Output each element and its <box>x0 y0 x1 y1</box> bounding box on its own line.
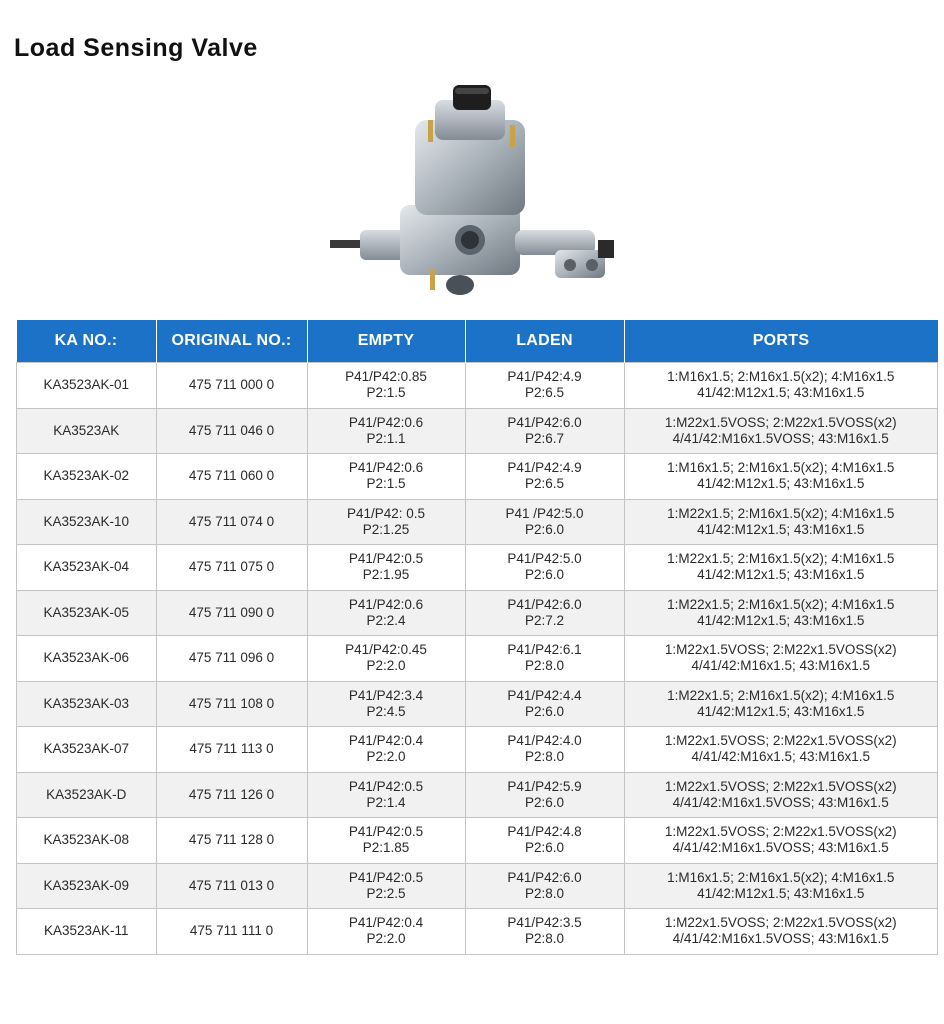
cell-empty: P41/P42:0.6 P2:2.4 <box>307 590 465 636</box>
product-spec-table <box>16 320 938 955</box>
cell-original-no: 475 711 060 0 <box>156 454 307 500</box>
cell-ka-no: KA3523AK-D <box>17 772 157 818</box>
table-row <box>17 454 938 500</box>
cell-ports: 1:M16x1.5; 2:M16x1.5(x2); 4:M16x1.5 41/42:M12x1.5; 43:M16x1.5 <box>624 363 938 409</box>
cell-laden: P41/P42:6.0 P2:6.7 <box>465 408 624 454</box>
table-row <box>17 545 938 591</box>
cell-ports: 1:M16x1.5; 2:M16x1.5(x2); 4:M16x1.5 41/42:M12x1.5; 43:M16x1.5 <box>624 863 938 909</box>
cell-ports: 1:M22x1.5; 2:M16x1.5(x2); 4:M16x1.5 41/42:M12x1.5; 43:M16x1.5 <box>624 681 938 727</box>
cell-original-no: 475 711 000 0 <box>156 363 307 409</box>
cell-original-no: 475 711 074 0 <box>156 499 307 545</box>
cell-ka-no: KA3523AK-07 <box>17 727 157 773</box>
cell-original-no: 475 711 090 0 <box>156 590 307 636</box>
cell-ports: 1:M22x1.5; 2:M16x1.5(x2); 4:M16x1.5 41/42:M12x1.5; 43:M16x1.5 <box>624 545 938 591</box>
cell-empty: P41/P42:0.4 P2:2.0 <box>307 727 465 773</box>
cell-original-no: 475 711 111 0 <box>156 909 307 955</box>
cell-ports: 1:M22x1.5VOSS; 2:M22x1.5VOSS(x2) 4/41/42:M16x1.5VOSS; 43:M16x1.5 <box>624 772 938 818</box>
cell-ports: 1:M16x1.5; 2:M16x1.5(x2); 4:M16x1.5 41/42:M12x1.5; 43:M16x1.5 <box>624 454 938 500</box>
cell-ports: 1:M22x1.5VOSS; 2:M22x1.5VOSS(x2) 4/41/42:M16x1.5; 43:M16x1.5 <box>624 727 938 773</box>
table-row <box>17 590 938 636</box>
cell-ka-no: KA3523AK-06 <box>17 636 157 682</box>
cell-empty: P41/P42:0.5 P2:1.85 <box>307 818 465 864</box>
cell-laden: P41/P42:5.0 P2:6.0 <box>465 545 624 591</box>
cell-ports: 1:M22x1.5VOSS; 2:M22x1.5VOSS(x2) 4/41/42:M16x1.5VOSS; 43:M16x1.5 <box>624 818 938 864</box>
cell-ka-no: KA3523AK-02 <box>17 454 157 500</box>
cell-empty: P41/P42:0.5 P2:1.95 <box>307 545 465 591</box>
cell-original-no: 475 711 046 0 <box>156 408 307 454</box>
cell-empty: P41/P42:0.6 P2:1.1 <box>307 408 465 454</box>
cell-laden: P41/P42:4.4 P2:6.0 <box>465 681 624 727</box>
cell-original-no: 475 711 113 0 <box>156 727 307 773</box>
header-ka-no: KA NO.: <box>17 320 157 363</box>
cell-laden: P41/P42:6.0 P2:7.2 <box>465 590 624 636</box>
cell-original-no: 475 711 096 0 <box>156 636 307 682</box>
table-row <box>17 772 938 818</box>
page-title: Load Sensing Valve <box>14 34 258 62</box>
cell-ka-no: KA3523AK-03 <box>17 681 157 727</box>
valve-product-image <box>320 80 630 310</box>
cell-laden: P41/P42:4.8 P2:6.0 <box>465 818 624 864</box>
cell-laden: P41/P42:4.0 P2:8.0 <box>465 727 624 773</box>
table-row <box>17 863 938 909</box>
cell-ka-no: KA3523AK-01 <box>17 363 157 409</box>
cell-original-no: 475 711 013 0 <box>156 863 307 909</box>
cell-empty: P41/P42:0.85 P2:1.5 <box>307 363 465 409</box>
table-row <box>17 818 938 864</box>
cell-laden: P41/P42:4.9 P2:6.5 <box>465 363 624 409</box>
cell-laden: P41/P42:3.5 P2:8.0 <box>465 909 624 955</box>
cell-empty: P41/P42:0.5 P2:2.5 <box>307 863 465 909</box>
table-row <box>17 681 938 727</box>
table-row <box>17 499 938 545</box>
table-row <box>17 727 938 773</box>
cell-original-no: 475 711 128 0 <box>156 818 307 864</box>
cell-ports: 1:M22x1.5; 2:M16x1.5(x2); 4:M16x1.5 41/42:M12x1.5; 43:M16x1.5 <box>624 590 938 636</box>
cell-ka-no: KA3523AK-04 <box>17 545 157 591</box>
cell-original-no: 475 711 126 0 <box>156 772 307 818</box>
cell-original-no: 475 711 075 0 <box>156 545 307 591</box>
cell-laden: P41/P42:5.9 P2:6.0 <box>465 772 624 818</box>
table-row <box>17 363 938 409</box>
cell-empty: P41/P42:0.6 P2:1.5 <box>307 454 465 500</box>
table-row <box>17 408 938 454</box>
cell-ports: 1:M22x1.5VOSS; 2:M22x1.5VOSS(x2) 4/41/42:M16x1.5VOSS; 43:M16x1.5 <box>624 909 938 955</box>
cell-ports: 1:M22x1.5VOSS; 2:M22x1.5VOSS(x2) 4/41/42:M16x1.5; 43:M16x1.5 <box>624 636 938 682</box>
cell-empty: P41/P42:3.4 P2:4.5 <box>307 681 465 727</box>
table-row <box>17 636 938 682</box>
cell-ports: 1:M22x1.5VOSS; 2:M22x1.5VOSS(x2) 4/41/42:M16x1.5VOSS; 43:M16x1.5 <box>624 408 938 454</box>
header-laden: LADEN <box>465 320 624 363</box>
cell-original-no: 475 711 108 0 <box>156 681 307 727</box>
table-row <box>17 909 938 955</box>
cell-ka-no: KA3523AK-08 <box>17 818 157 864</box>
header-ports: PORTS <box>624 320 938 363</box>
cell-empty: P41/P42:0.5 P2:1.4 <box>307 772 465 818</box>
cell-ka-no: KA3523AK <box>17 408 157 454</box>
header-original-no: ORIGINAL NO.: <box>156 320 307 363</box>
header-empty: EMPTY <box>307 320 465 363</box>
cell-ka-no: KA3523AK-09 <box>17 863 157 909</box>
cell-ports: 1:M22x1.5; 2:M16x1.5(x2); 4:M16x1.5 41/42:M12x1.5; 43:M16x1.5 <box>624 499 938 545</box>
cell-laden: P41 /P42:5.0 P2:6.0 <box>465 499 624 545</box>
cell-ka-no: KA3523AK-10 <box>17 499 157 545</box>
cell-empty: P41/P42:0.4 P2:2.0 <box>307 909 465 955</box>
cell-empty: P41/P42: 0.5 P2:1.25 <box>307 499 465 545</box>
cell-ka-no: KA3523AK-11 <box>17 909 157 955</box>
cell-laden: P41/P42:6.1 P2:8.0 <box>465 636 624 682</box>
cell-empty: P41/P42:0.45 P2:2.0 <box>307 636 465 682</box>
cell-ka-no: KA3523AK-05 <box>17 590 157 636</box>
cell-laden: P41/P42:4.9 P2:6.5 <box>465 454 624 500</box>
table-header-row <box>17 320 938 363</box>
cell-laden: P41/P42:6.0 P2:8.0 <box>465 863 624 909</box>
